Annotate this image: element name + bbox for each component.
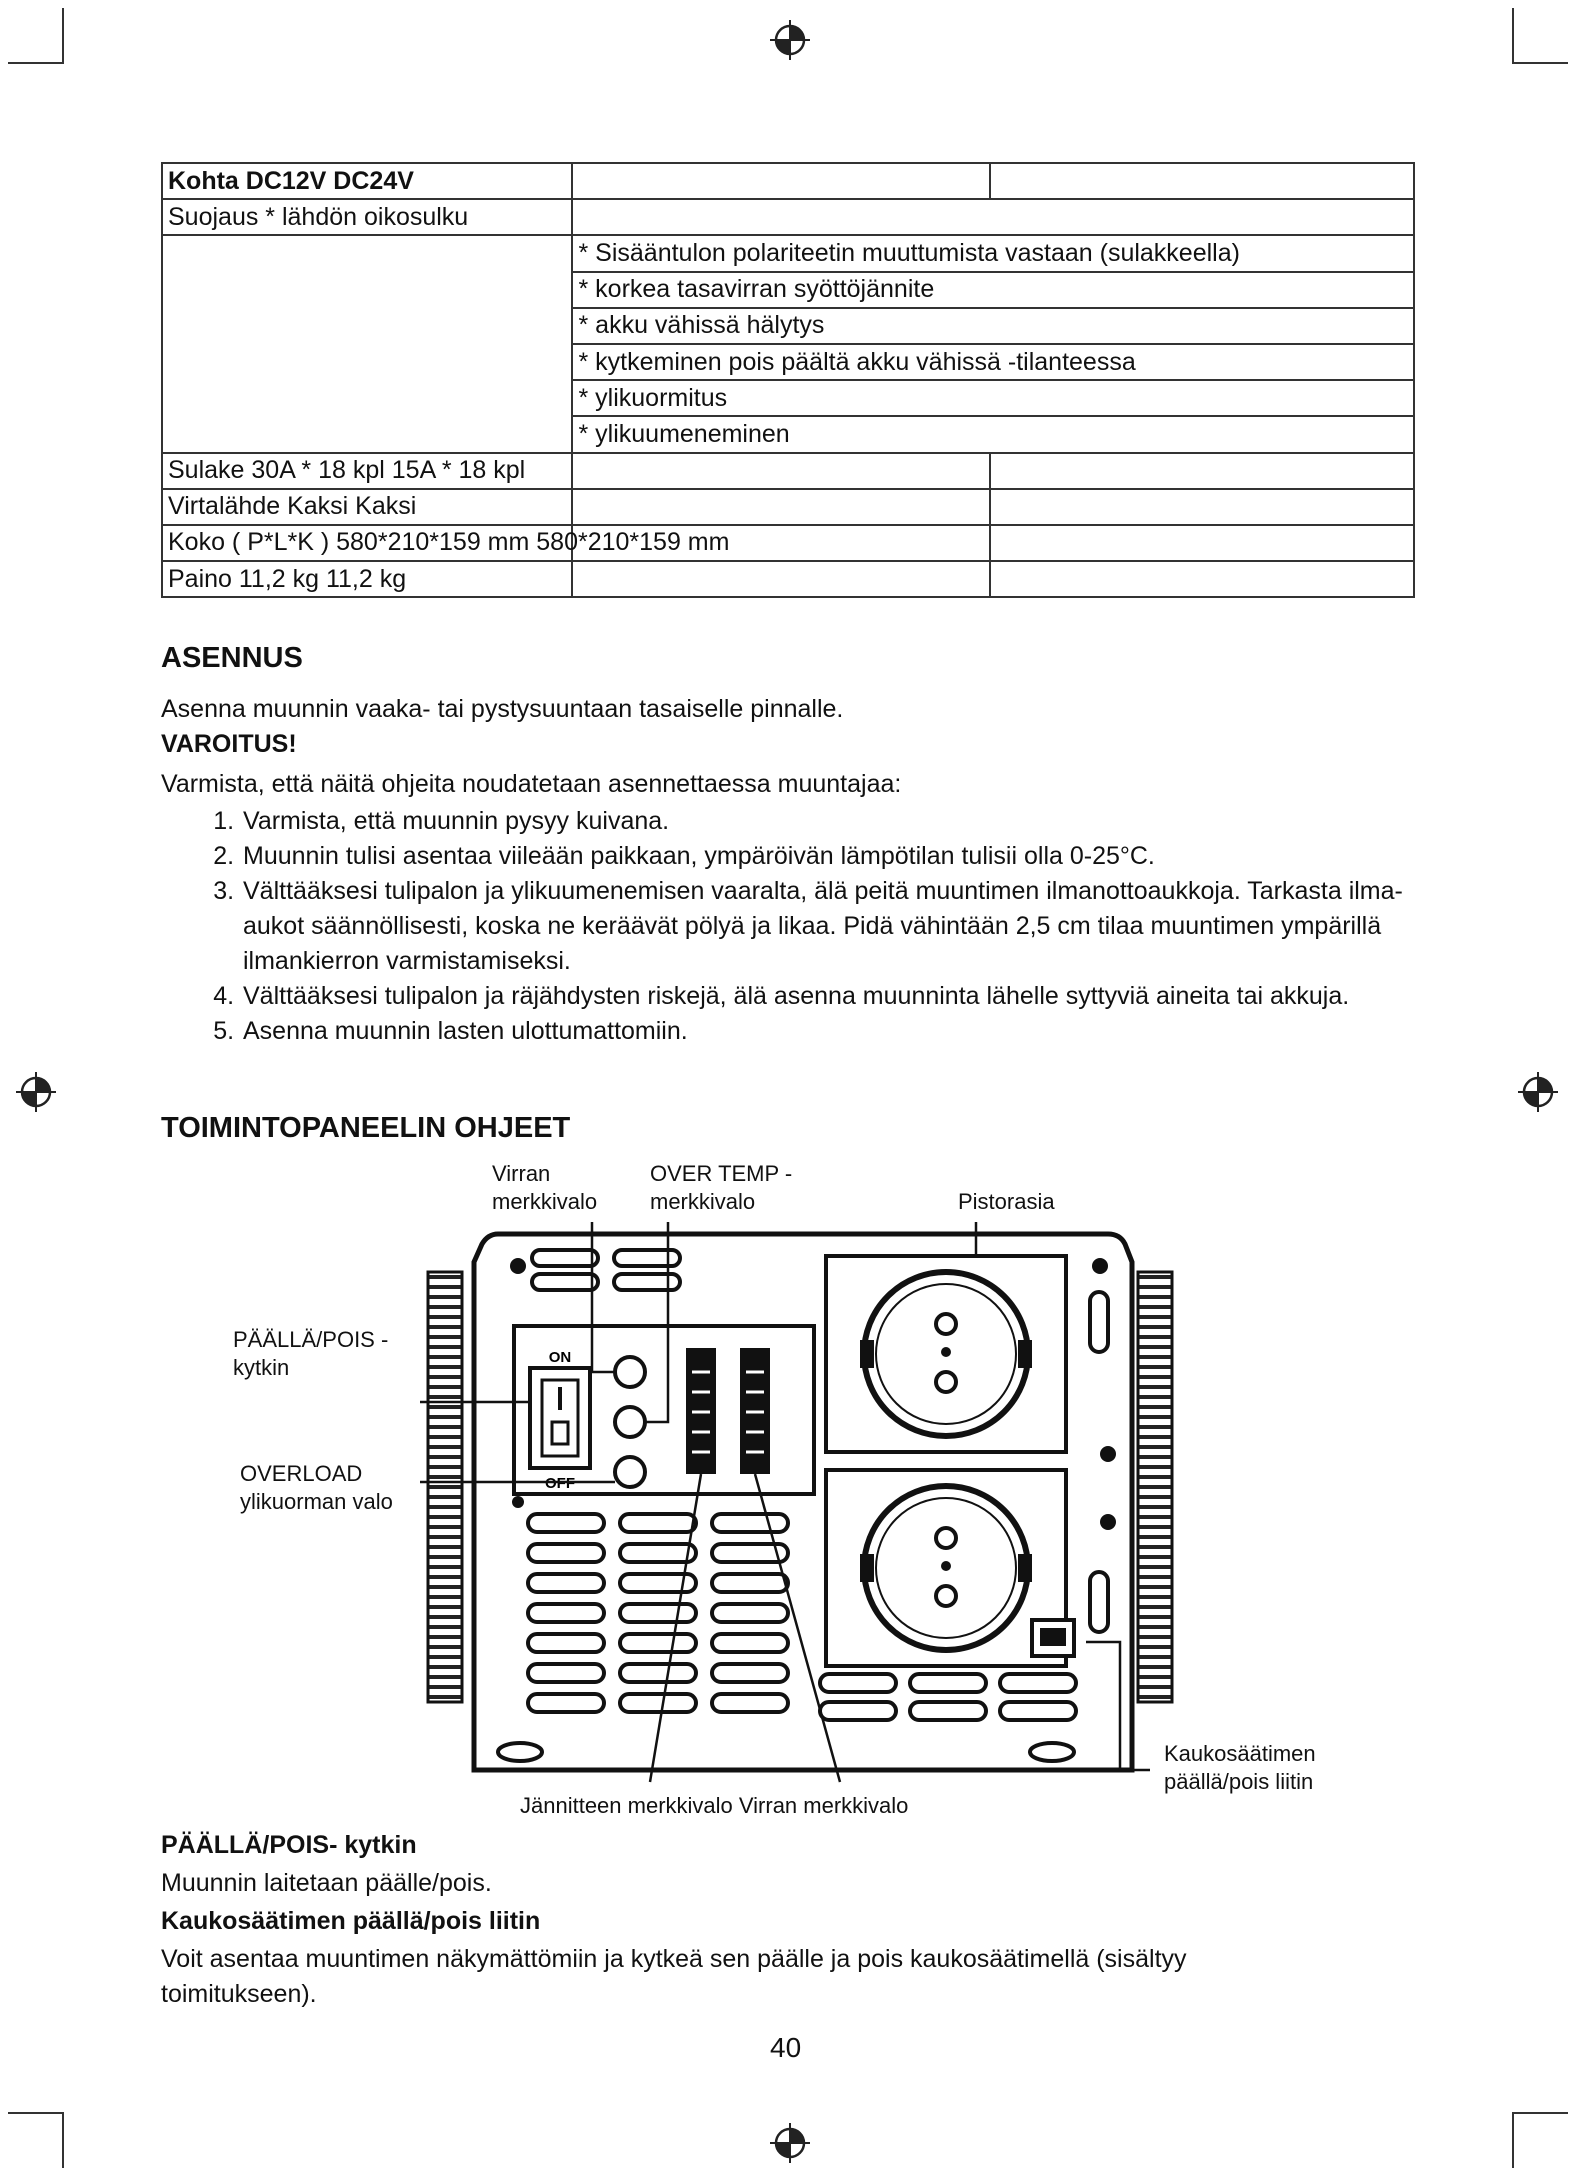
fuse-cell: Sulake 30A * 18 kpl 15A * 18 kpl xyxy=(162,453,572,489)
overtemp-label: OVER TEMP - merkkivalo xyxy=(650,1161,793,1214)
crop-mark-bottom-right xyxy=(1512,2112,1514,2168)
table-row xyxy=(162,525,1414,561)
remote-text: Voit asentaa muuntimen näkymättömiin ja kytkeä sen päälle ja pois kaukosäätimellä (sisältyy toimitukseen). xyxy=(161,1945,1187,2008)
registration-mark-icon xyxy=(14,1070,58,1114)
crop-mark-top-left xyxy=(8,62,64,64)
table-row xyxy=(162,380,1414,416)
weight-cell: Paino 11,2 kg 11,2 kg xyxy=(162,561,572,597)
crop-mark-bottom-right xyxy=(1512,2112,1568,2114)
table-row xyxy=(162,235,1414,271)
table-row xyxy=(162,163,1414,199)
warning-label: VAROITUS! xyxy=(161,730,297,758)
crop-mark-bottom-left xyxy=(62,2112,64,2168)
protection-item: * kytkeminen pois päältä akku vähissä -tilanteessa xyxy=(572,344,1414,380)
power-cell: Virtalähde Kaksi Kaksi xyxy=(162,489,572,525)
crop-mark-top-left xyxy=(62,8,64,64)
list-item: 2. Muunnin tulisi asentaa viileään paikkaan, ympäröivän lämpötilan tulisii olla 0-25°C. xyxy=(241,839,1421,874)
protection-item: * ylikuormitus xyxy=(572,380,1414,416)
spec-header-cell: Kohta DC12V DC24V xyxy=(162,163,572,199)
right-heatsink xyxy=(1138,1272,1172,1702)
remote-heading: Kaukosäätimen päällä/pois liitin xyxy=(161,1907,541,1935)
install-lead: Varmista, että näitä ohjeita noudatetaan asennettaessa muuntajaa: xyxy=(161,770,902,798)
power-led xyxy=(615,1357,645,1387)
registration-mark-icon xyxy=(768,2121,812,2165)
page-number: 40 xyxy=(770,2032,802,2063)
protection-label: Suojaus * lähdön oikosulku xyxy=(162,199,572,235)
crop-mark-top-right xyxy=(1512,8,1514,64)
overload-label: OVERLOAD ylikuorman valo xyxy=(240,1461,393,1514)
svg-text:ON: ON xyxy=(548,1349,572,1366)
overtemp-led xyxy=(615,1407,645,1437)
switch-text: Muunnin laitetaan päälle/pois. xyxy=(161,1869,492,1897)
socket-top xyxy=(826,1256,1066,1452)
list-item: 1. Varmista, että muunnin pysyy kuivana. xyxy=(241,804,1421,839)
protection-item: * akku vähissä hälytys xyxy=(572,308,1414,344)
left-heatsink xyxy=(428,1272,462,1702)
list-item: 4. Välttääksesi tulipalon ja räjähdysten riskejä, älä asenna muunninta lähelle syttyviä aineita tai akkuja. xyxy=(241,979,1421,1014)
registration-mark-icon xyxy=(1516,1070,1560,1114)
table-row xyxy=(162,561,1414,597)
svg-text:OFF: OFF xyxy=(545,1475,575,1492)
socket-label: Pistorasia xyxy=(958,1189,1055,1214)
list-item: 5. Asenna muunnin lasten ulottumattomiin. xyxy=(241,1014,1421,1049)
voltage-meter xyxy=(686,1348,716,1474)
panel-heading: TOIMINTOPANEELIN OHJEET xyxy=(161,1112,571,1144)
power-led-label: Virran merkkivalo xyxy=(492,1161,598,1214)
switch-heading: PÄÄLLÄ/POIS- kytkin xyxy=(161,1831,417,1859)
crop-mark-top-right xyxy=(1512,62,1568,64)
inverter-panel-diagram xyxy=(420,1222,1200,1802)
table-row xyxy=(162,489,1414,525)
table-row xyxy=(162,416,1414,452)
protection-item: * Sisääntulon polariteetin muuttumista vastaan (sulakkeella) xyxy=(572,235,1414,271)
power-meter xyxy=(740,1348,770,1474)
bottom-led-label: Jännitteen merkkivalo Virran merkkivalo xyxy=(520,1793,909,1818)
registration-mark-icon xyxy=(768,18,812,62)
spec-table xyxy=(161,162,1415,598)
remote-port-label: Kaukosäätimen päällä/pois liitin xyxy=(1164,1741,1316,1794)
list-item: 3. Välttääksesi tulipalon ja ylikuumenemisen vaaralta, älä peitä muuntimen ilmanottoaukkoja. Tarkasta ilma-aukot säännöllisesti, koska ne keräävät pölyä ja likaa. Pidä vähintään 2,5 cm tilaa muuntimen ympärillä ilmankierron varmistamiseksi. xyxy=(241,874,1421,979)
protection-item: * ylikuumeneminen xyxy=(572,416,1414,452)
table-row xyxy=(162,272,1414,308)
table-row xyxy=(162,199,1414,235)
install-steps xyxy=(161,804,1421,1049)
size-cell: Koko ( P*L*K ) 580*210*159 mm 580*210*159 mm xyxy=(168,528,730,557)
remote-port[interactable] xyxy=(1032,1620,1074,1656)
crop-mark-bottom-left xyxy=(8,2112,64,2114)
overload-led xyxy=(615,1457,645,1487)
switch-label: PÄÄLLÄ/POIS - kytkin xyxy=(233,1327,389,1380)
protection-item: * korkea tasavirran syöttöjännite xyxy=(572,272,1414,308)
install-heading: ASENNUS xyxy=(161,642,303,674)
table-row xyxy=(162,344,1414,380)
install-intro: Asenna muunnin vaaka- tai pystysuuntaan tasaiselle pinnalle. xyxy=(161,695,844,723)
table-row xyxy=(162,308,1414,344)
table-row xyxy=(162,453,1414,489)
